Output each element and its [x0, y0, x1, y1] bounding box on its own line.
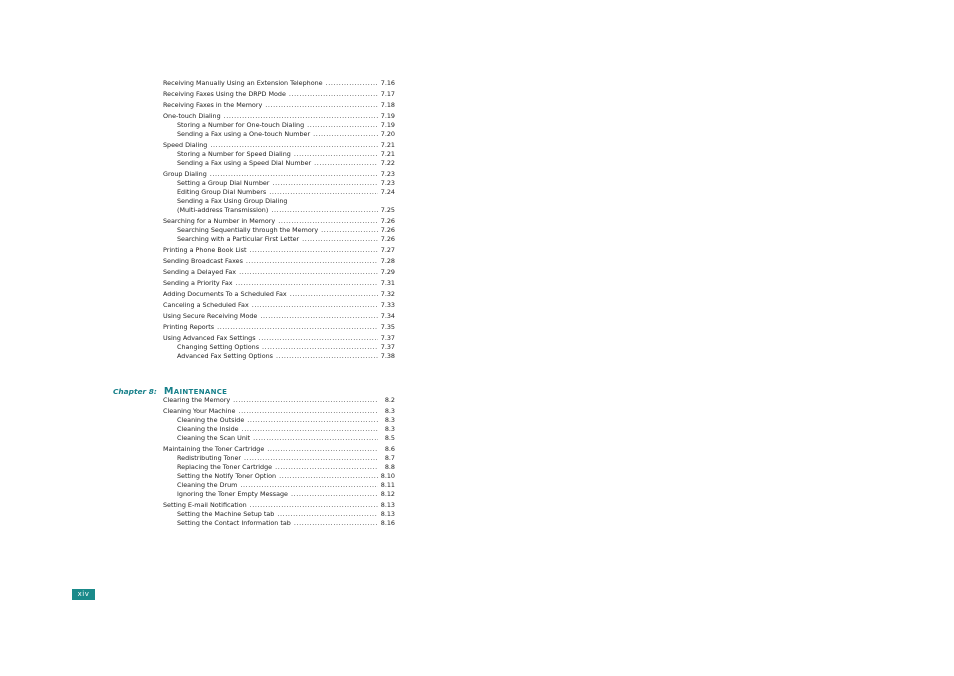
toc-page-number: 7.17	[380, 90, 395, 98]
dot-leader	[260, 312, 377, 321]
toc-entry[interactable]	[163, 334, 395, 343]
toc-entry-title: Sending a Fax Using Group Dialing	[177, 197, 288, 205]
toc-page-number: 7.27	[380, 246, 395, 254]
toc-entry-title: Searching Sequentially through the Memory	[177, 226, 319, 234]
toc-page-number: 7.35	[380, 323, 395, 331]
dot-leader	[259, 334, 378, 343]
toc-entry-title: Storing a Number for Speed Dialing	[177, 150, 291, 158]
toc-page-number: 7.32	[380, 290, 395, 298]
toc-entry-title: Sending a Fax using a One-touch Number	[177, 130, 311, 138]
toc-entry[interactable]	[163, 407, 395, 416]
toc-entry-title: Receiving Faxes in the Memory	[163, 101, 263, 109]
toc-entry-title: Using Secure Receiving Mode	[163, 312, 258, 320]
chapter-title: Maintenance	[163, 386, 228, 397]
toc-entry-title: Canceling a Scheduled Fax	[163, 301, 249, 309]
toc-entry[interactable]	[163, 101, 395, 110]
toc-page-number: 7.26	[380, 226, 395, 234]
toc-section-chapter-7	[163, 79, 395, 361]
dot-leader	[294, 519, 378, 528]
toc-entry-title: Speed Dialing	[163, 141, 208, 149]
toc-entry-title: Setting E-mail Notification	[163, 501, 247, 509]
toc-entry-title: Sending a Priority Fax	[163, 279, 233, 287]
toc-entry-title: Receiving Faxes Using the DRPD Mode	[163, 90, 286, 98]
toc-page-number: 8.13	[380, 501, 395, 509]
toc-subentry[interactable]	[163, 206, 395, 215]
dot-leader	[210, 170, 378, 179]
toc-page-number: 8.11	[380, 481, 395, 489]
toc-page-number: 8.3	[384, 425, 395, 433]
toc-page-number: 7.37	[380, 334, 395, 342]
toc-entry-title: Setting a Group Dial Number	[177, 179, 270, 187]
toc-page-number: 7.26	[380, 235, 395, 243]
toc-entry[interactable]	[163, 301, 395, 310]
dot-leader	[252, 301, 378, 310]
dot-leader	[267, 445, 378, 454]
toc-entry[interactable]	[163, 112, 395, 121]
dot-leader	[279, 472, 378, 481]
toc-entry-title: Cleaning Your Machine	[163, 407, 236, 415]
toc-subentry[interactable]	[163, 510, 395, 519]
toc-subentry[interactable]	[163, 454, 395, 463]
toc-page-number: 8.3	[384, 416, 395, 424]
dot-leader	[321, 226, 378, 235]
toc-subentry[interactable]	[163, 159, 395, 168]
toc-page-number: 7.24	[380, 188, 395, 196]
toc-entry[interactable]	[163, 90, 395, 99]
toc-page-number: 7.20	[380, 130, 395, 138]
dot-leader	[239, 268, 378, 277]
toc-subentry[interactable]	[163, 150, 395, 159]
toc-page-number: 8.5	[384, 434, 395, 442]
toc-entry-title: Setting the Notify Toner Option	[177, 472, 277, 480]
toc-entry[interactable]	[163, 445, 395, 454]
toc-entry-title: Sending a Fax using a Speed Dial Number	[177, 159, 312, 167]
toc-page-number: 8.7	[384, 454, 395, 462]
toc-entry-title: Searching with a Particular First Letter	[177, 235, 300, 243]
toc-entry-title: Sending Broadcast Faxes	[163, 257, 243, 265]
toc-subentry[interactable]	[163, 188, 395, 197]
toc-entry-title: Receiving Manually Using an Extension Telephone	[163, 79, 323, 87]
toc-entry[interactable]	[163, 141, 395, 150]
dot-leader	[238, 407, 378, 416]
toc-entry-title: Maintaining the Toner Cartridge	[163, 445, 265, 453]
dot-leader	[314, 159, 378, 168]
toc-entry-title: Editing Group Dial Numbers	[177, 188, 267, 196]
toc-page-number: 7.25	[380, 206, 395, 214]
toc-section-chapter-8	[163, 396, 395, 528]
toc-page-number: 7.31	[380, 279, 395, 287]
dot-leader	[271, 206, 377, 215]
toc-entry-title: Setting the Machine Setup tab	[177, 510, 275, 518]
toc-page-number: 8.8	[384, 463, 395, 471]
toc-entry[interactable]	[163, 170, 395, 179]
toc-page-number: 7.21	[380, 150, 395, 158]
toc-entry[interactable]	[163, 323, 395, 332]
toc-subentry[interactable]	[163, 130, 395, 139]
dot-leader	[240, 481, 377, 490]
toc-entry-title: Replacing the Toner Cartridge	[177, 463, 273, 471]
page-number-badge: xiv	[72, 589, 95, 600]
toc-entry-title: Printing Reports	[163, 323, 215, 331]
dot-leader	[294, 150, 378, 159]
toc-subentry[interactable]	[163, 352, 395, 361]
toc-subentry[interactable]	[163, 179, 395, 188]
dot-leader	[291, 490, 378, 499]
toc-page-number: 8.10	[380, 472, 395, 480]
toc-entry-title: Using Advanced Fax Settings	[163, 334, 256, 342]
toc-page-number: 8.2	[384, 396, 395, 404]
toc-entry-title: Cleaning the Drum	[177, 481, 238, 489]
toc-page-number: 7.23	[380, 179, 395, 187]
toc-page-number: 7.18	[380, 101, 395, 109]
toc-page-number: 7.23	[380, 170, 395, 178]
toc-page-number: 7.22	[380, 159, 395, 167]
toc-subentry[interactable]	[163, 519, 395, 528]
toc-entry-title: Changing Setting Options	[177, 343, 260, 351]
dot-leader	[265, 101, 378, 110]
toc-entry[interactable]	[163, 312, 395, 321]
toc-entry-title: Cleaning the Outside	[177, 416, 245, 424]
dot-leader	[275, 463, 378, 472]
toc-subentry[interactable]	[163, 463, 395, 472]
dot-leader	[313, 130, 378, 139]
toc-entry[interactable]	[163, 290, 395, 299]
chapter-number-label: Chapter 8:	[113, 387, 157, 396]
toc-entry-title: One-touch Dialing	[163, 112, 221, 120]
toc-entry[interactable]	[163, 217, 395, 226]
dot-leader	[246, 257, 378, 266]
toc-entry[interactable]	[163, 501, 395, 510]
toc-subentry[interactable]	[163, 416, 395, 425]
dot-leader	[272, 179, 377, 188]
dot-leader	[326, 79, 378, 88]
toc-entry-title: Sending a Delayed Fax	[163, 268, 237, 276]
toc-page-number: 7.34	[380, 312, 395, 320]
toc-page-number: 8.12	[380, 490, 395, 498]
toc-page-number: 7.33	[380, 301, 395, 309]
dot-leader	[290, 290, 378, 299]
toc-entry-title: Group Dialing	[163, 170, 207, 178]
toc-subentry[interactable]	[163, 434, 395, 443]
toc-entry[interactable]	[163, 279, 395, 288]
toc-entry-title: Printing a Phone Book List	[163, 246, 247, 254]
dot-leader	[250, 246, 378, 255]
dot-leader	[276, 352, 378, 361]
toc-entry[interactable]	[163, 396, 395, 405]
toc-subentry[interactable]	[163, 490, 395, 499]
toc-page-number: 7.26	[380, 217, 395, 225]
toc-entry[interactable]	[163, 246, 395, 255]
toc-subentry[interactable]	[163, 121, 395, 130]
toc-entry-title: Searching for a Number in Memory	[163, 217, 276, 225]
toc-entry[interactable]	[163, 257, 395, 266]
dot-leader	[307, 121, 378, 130]
toc-entry-title: Adding Documents To a Scheduled Fax	[163, 290, 287, 298]
dot-leader	[236, 279, 378, 288]
toc-page-number: 7.38	[380, 352, 395, 360]
toc-subentry[interactable]	[163, 197, 395, 206]
toc-page-number: 7.19	[380, 112, 395, 120]
dot-leader	[250, 501, 378, 510]
dot-leader	[278, 217, 378, 226]
toc-page-number: 8.3	[384, 407, 395, 415]
toc-entry-title: Storing a Number for One-touch Dialing	[177, 121, 305, 129]
dot-leader	[217, 323, 378, 332]
toc-subentry[interactable]	[163, 472, 395, 481]
dot-leader	[253, 434, 378, 443]
toc-entry-title: Cleaning the Scan Unit	[177, 434, 251, 442]
toc-subentry[interactable]	[163, 343, 395, 352]
toc-page-number: 7.37	[380, 343, 395, 351]
dot-leader	[269, 188, 378, 197]
dot-leader	[210, 141, 377, 150]
toc-entry[interactable]	[163, 79, 395, 88]
toc-page-number: 7.29	[380, 268, 395, 276]
toc-page-number: 8.6	[384, 445, 395, 453]
dot-leader	[242, 425, 378, 434]
toc-page-number: 8.13	[380, 510, 395, 518]
dot-leader	[244, 454, 378, 463]
toc-entry-title: Ignoring the Toner Empty Message	[177, 490, 288, 498]
toc-page-number: 7.21	[380, 141, 395, 149]
toc-page-number: 8.16	[380, 519, 395, 527]
toc-subentry[interactable]	[163, 226, 395, 235]
toc-page-number: 7.16	[380, 79, 395, 87]
toc-entry[interactable]	[163, 268, 395, 277]
toc-subentry[interactable]	[163, 235, 395, 244]
dot-leader	[224, 112, 378, 121]
dot-leader	[233, 396, 378, 405]
toc-entry-title: (Multi-address Transmission)	[177, 206, 269, 214]
toc-subentry[interactable]	[163, 481, 395, 490]
toc-entry-title: Redistributing Toner	[177, 454, 242, 462]
toc-entry-title: Clearing the Memory	[163, 396, 231, 404]
dot-leader	[302, 235, 378, 244]
toc-subentry[interactable]	[163, 425, 395, 434]
toc-page-number: 7.19	[380, 121, 395, 129]
toc-entry-title: Advanced Fax Setting Options	[177, 352, 273, 360]
dot-leader	[277, 510, 377, 519]
dot-leader	[247, 416, 378, 425]
toc-page-number: 7.28	[380, 257, 395, 265]
dot-leader	[262, 343, 378, 352]
toc-entry-title: Setting the Contact Information tab	[177, 519, 291, 527]
toc-entry-title: Cleaning the Inside	[177, 425, 239, 433]
dot-leader	[289, 90, 378, 99]
